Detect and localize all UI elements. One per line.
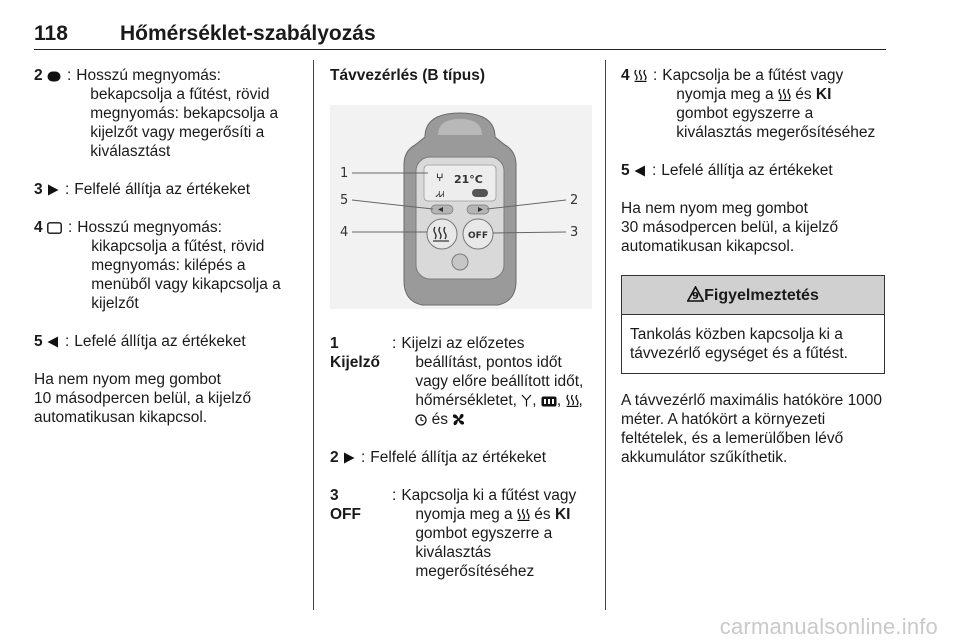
off-button-label: OFF [468,231,488,241]
page-number: 118 [34,22,68,45]
item-number: 2 [330,448,355,467]
callout-4: 4 [340,225,349,240]
svg-text:ⵖ: ⵖ [436,173,444,184]
note-line: 10 másodpercen belül, a kijelző [34,390,252,407]
note-line: Ha nem nyom meg gombot [621,200,808,217]
page-title: Hőmérséklet-szabályozás [120,22,376,45]
item-number: 5 [34,332,59,351]
column-divider-2 [605,60,606,610]
item-text: Kijelzi az előzetes beállítást, pontos időt vagy előre beállított időt, hőmérsékletet, , , , és [401,335,584,428]
svg-text:ᏗᏗ: ᏗᏗ [436,190,445,199]
section-subheading: Távvezérlés (B típus) [330,67,486,84]
warning-header [622,276,884,315]
list-item: 4 : Kapcsolja be a fűtést vagy nyomja meg a és KI gombot egyszerre a kiválasztás megerősítéséhez [621,66,886,142]
callout-2: 2 [570,193,579,208]
list-item: 3 OFF : Kapcsolja ki a fűtést vagy nyomja meg a és KI gombot egyszerre a kiválasztás megerősítéséhez [330,486,592,581]
note-line: Ha nem nyom meg gombot [34,371,221,388]
list-item: 2 : Hosszú megnyomás: bekapcsolja a fűtést, rövid megnyomás: bekapcsolja a kijelzőt vagy megerősíti a kiválasztást [34,66,296,161]
page-header [34,14,886,50]
list-item: 3 : Felfelé állítja az értékeket [34,180,296,199]
item-text: Felfelé állítja az értékeket [370,449,547,466]
right-triangle-icon [47,184,59,196]
outline-rounded-button-icon [47,222,62,234]
column-divider-1 [313,60,314,610]
note-paragraph [621,199,886,256]
list-item: 4 : Hosszú megnyomás: kikapcsolja a fűtést, rövid megnyomás: kilépés a menüből vagy kikapcsolja a kijelzőt [34,218,296,313]
item-text: Lefelé állítja az értékeket [661,162,833,179]
item-number: 4 [34,218,62,313]
callout-3: 3 [570,225,579,240]
left-triangle-icon [634,165,646,177]
note-paragraph [34,370,296,427]
note-line: automatikusan kikapcsol. [34,409,208,426]
fan-icon [452,413,465,426]
column-2 [330,66,592,600]
item-text: Hosszú megnyomás: kikapcsolja a fűtést, rövid megnyomás: kilépés a menüből vagy kikapcsolja a kijelzőt [77,219,281,312]
warning-triangle-icon [687,286,704,302]
list-item: 1 Kijelző : Kijelzi az előzetes beállítást, pontos időt vagy előre beállított időt, hőmérsékletet, , , , és [330,334,592,429]
svg-text:9: 9 [692,291,700,302]
item-text: Kapcsolja ki a fűtést vagy nyomja meg a és KI gombot egyszerre a kiválasztás megerősítéséhez [401,487,577,580]
heating-icon [517,508,530,521]
item-number: 3 [34,180,59,199]
item-number: 4 [621,66,647,142]
heating-icon [634,69,647,82]
warning-title: Figyelmeztetés [704,287,819,304]
item-text: Hosszú megnyomás: bekapcsolja a fűtést, rövid megnyomás: bekapcsolja a kijelzőt vagy megerősíti a kiválasztást [76,67,279,160]
antenna-icon [521,394,532,407]
warning-body: Tankolás közben kapcsolja ki a távvezérlő egységet és a fűtést. [630,326,848,362]
note-line: 30 másodpercen belül, a kijelző [621,219,839,236]
right-triangle-icon [343,452,355,464]
battery-icon [541,396,557,407]
note-line: automatikusan kikapcsol. [621,238,795,255]
item-text: Lefelé állítja az értékeket [74,333,246,350]
callout-1: 1 [340,166,349,181]
watermark: carmanualsonline.info [719,614,938,639]
display-temperature: 21°C [454,173,483,186]
filled-rounded-button-icon [47,71,61,82]
item-text: Kapcsolja be a fűtést vagy nyomja meg a és KI gombot egyszerre a kiválasztás megerősítéséhez [662,67,876,141]
list-item: 5 : Lefelé állítja az értékeket [621,161,886,180]
column-1 [34,66,296,446]
left-triangle-icon [47,336,59,348]
warning-box [621,275,885,374]
column-3 [621,66,886,486]
item-number: 2 [34,66,61,161]
clock-icon [415,414,427,426]
callout-5: 5 [340,193,349,208]
remote-control-illustration [330,105,592,309]
item-label: 1 Kijelző [330,335,380,371]
list-item: 2 : Felfelé állítja az értékeket [330,448,592,467]
list-item: 5 : Lefelé állítja az értékeket [34,332,296,351]
heating-icon [778,88,791,101]
range-paragraph: A távvezérlő maximális hatóköre 1000 méter. A hatókört a környezeti feltételek, és a lemerülőben lévő akkumulátor szűkíthetik. [621,392,883,466]
item-label: 3 OFF [330,487,361,523]
item-number: 5 [621,161,646,180]
item-text: Felfelé állítja az értékeket [74,181,251,198]
heating-icon [566,394,579,407]
